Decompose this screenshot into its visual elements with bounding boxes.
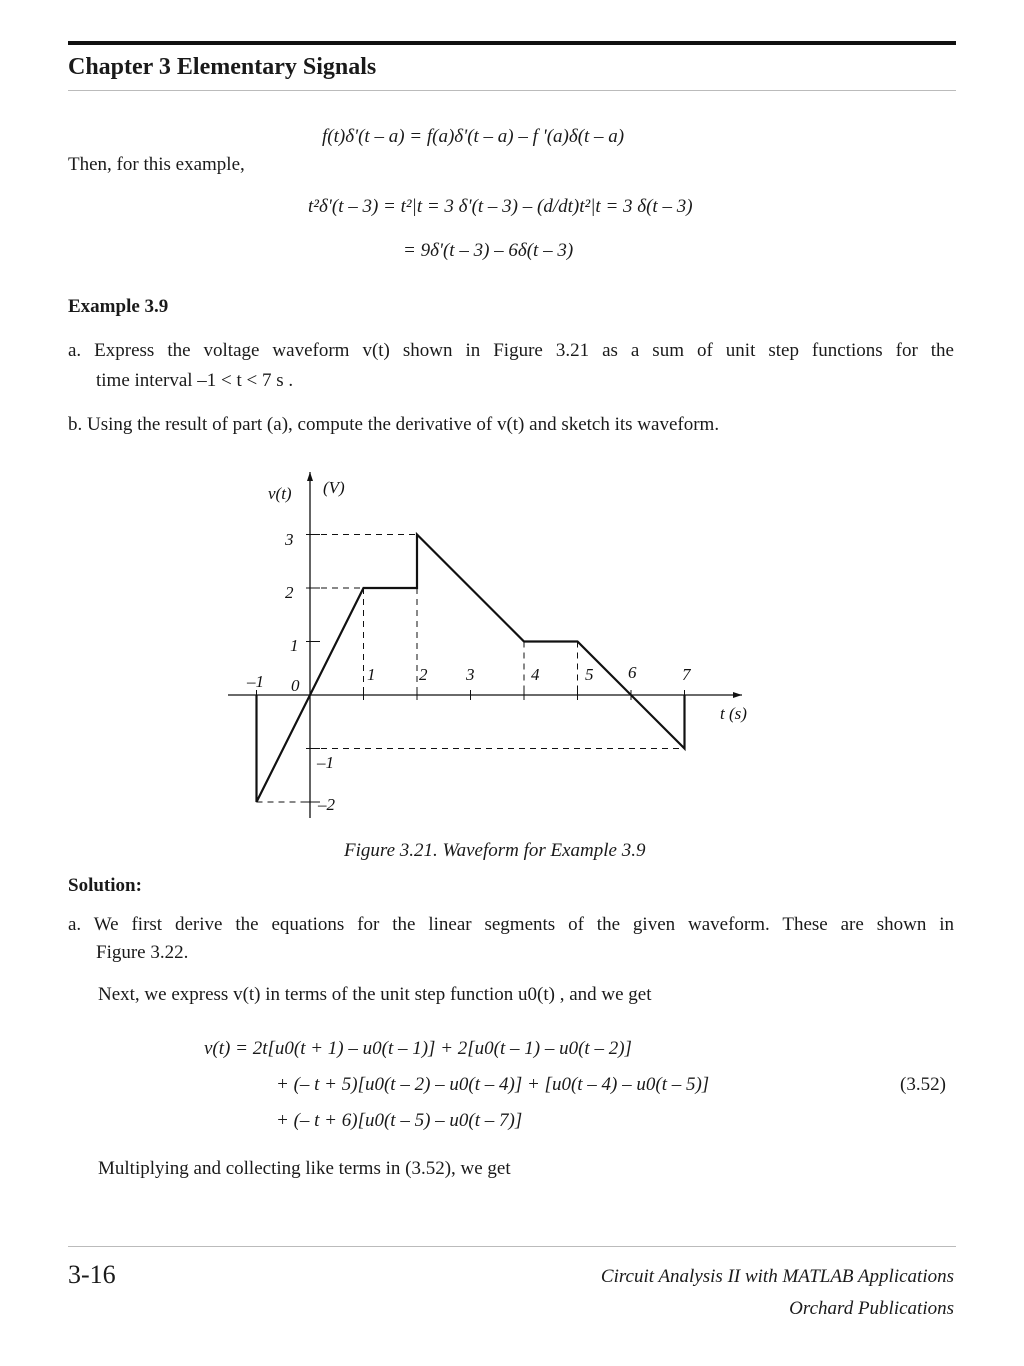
publisher: Orchard Publications [789, 1298, 954, 1319]
x-tick-label: 0 [291, 676, 300, 695]
book-title: Circuit Analysis II with MATLAB Applications [600, 1266, 954, 1287]
page-number: 3-16 [68, 1260, 116, 1289]
x-axis-label: t (s) [720, 704, 747, 723]
example-equation-line2: = 9δ'(t – 3) – 6δ(t – 3) [403, 240, 574, 261]
chapter-title: Chapter 3 Elementary Signals [68, 54, 377, 80]
part-a-line2: time interval –1 < t < 7 s . [96, 370, 294, 391]
multiplying-text: Multiplying and collecting like terms in (3.52), we get [98, 1158, 511, 1179]
x-axis-arrow [733, 692, 742, 698]
solution-a-line1: a. We first derive the equations for the linear segments of the given waveform. These are shown in [68, 914, 954, 935]
eq352-line1: v(t) = 2t[u0(t + 1) – u0(t – 1)] + 2[u0(t – 1) – u0(t – 2)] [204, 1038, 632, 1059]
part-a-line1: a. Express the voltage waveform v(t) shown in Figure 3.21 as a sum of unit step functions for the [68, 340, 954, 361]
solution-a-line2: Figure 3.22. [96, 942, 189, 963]
x-tick-label: 6 [628, 663, 637, 682]
y-tick-label: 2 [285, 583, 294, 602]
eq352-line2: + (– t + 5)[u0(t – 2) – u0(t – 4)] + [u0(t – 4) – u0(t – 5)] [276, 1074, 710, 1095]
x-tick-label: 1 [367, 665, 376, 684]
x-tick-label: 7 [682, 665, 691, 684]
sifting-equation: f(t)δ'(t – a) = f(a)δ'(t – a) – f '(a)δ(t – a) [322, 126, 625, 147]
x-tick-label: 3 [466, 665, 475, 684]
x-tick-label: –1 [247, 672, 264, 691]
x-tick-label: 2 [419, 665, 428, 684]
part-b: b. Using the result of part (a), compute the derivative of v(t) and sketch its waveform. [68, 414, 720, 435]
eq352-line3: + (– t + 6)[u0(t – 5) – u0(t – 7)] [276, 1110, 523, 1131]
y-tick-label: –1 [317, 753, 334, 772]
footer-divider [68, 1246, 956, 1247]
y-axis-unit: (V) [323, 478, 345, 497]
then-text: Then, for this example, [68, 154, 245, 175]
x-tick-label: 4 [531, 665, 540, 684]
solution-heading: Solution: [68, 875, 142, 896]
example-heading: Example 3.9 [68, 296, 169, 317]
y-tick-label: 3 [285, 530, 294, 549]
eq352-number: (3.52) [900, 1074, 946, 1095]
y-axis-label: v(t) [268, 484, 292, 503]
next-text: Next, we express v(t) in terms of the unit step function u0(t) , and we get [98, 984, 652, 1005]
y-tick-label: 1 [290, 636, 299, 655]
example-equation-line1: t²δ'(t – 3) = t²|t = 3 δ'(t – 3) – (d/dt)t²|t = 3 δ(t – 3) [308, 196, 693, 217]
figure-caption: Figure 3.21. Waveform for Example 3.9 [344, 840, 646, 861]
y-axis-arrow [307, 472, 313, 481]
y-tick-label: –2 [318, 795, 335, 814]
x-tick-label: 5 [585, 665, 594, 684]
